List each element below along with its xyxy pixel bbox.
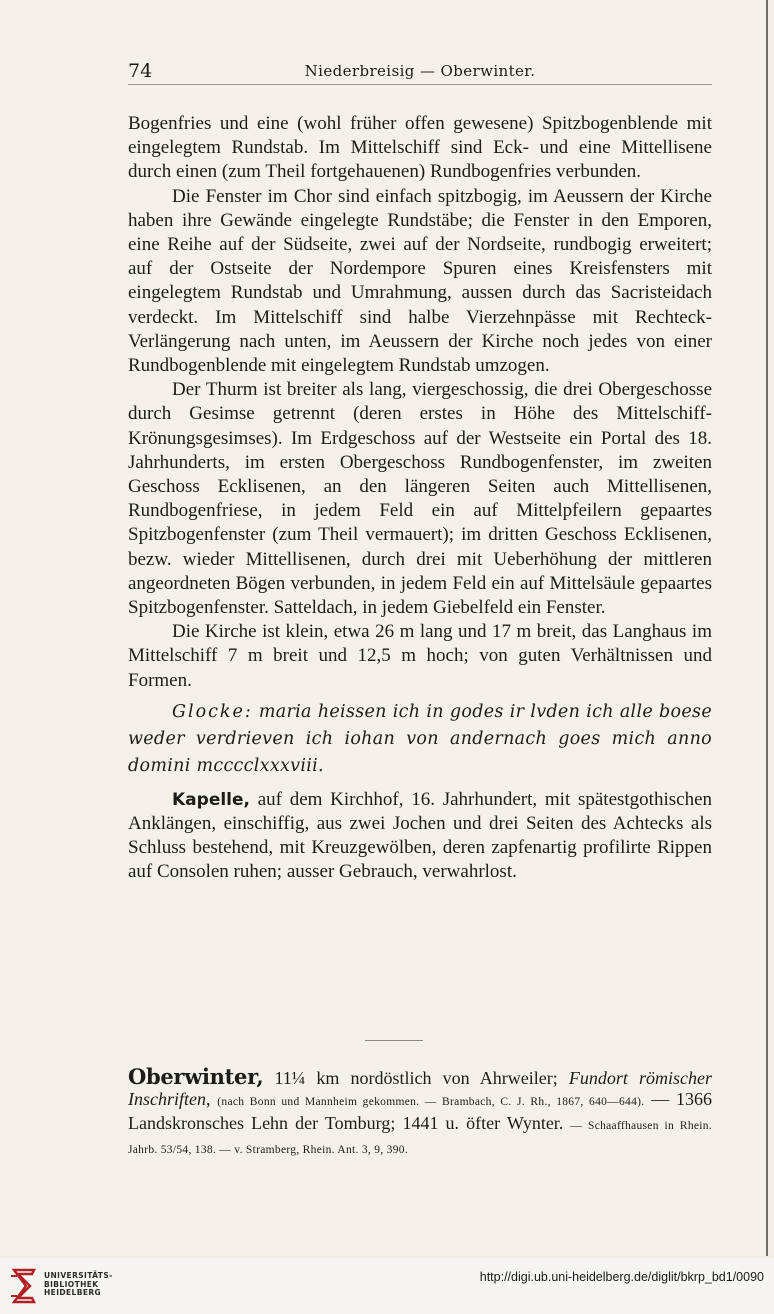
library-logo-text bbox=[44, 1272, 113, 1298]
page-header bbox=[128, 60, 712, 85]
paragraph-3: Der Thurm ist breiter als lang, viergeschossig, die drei Obergeschosse durch Gesimse getrennt (deren erstes in Höhe des Mittelschiff-Krönungsgesimses). Im Erdgeschoss auf der Westseite ein Portal des 18. Jahrhunderts, im ersten Obergeschoss Rundbogenfenster, im zweiten Geschoss Ecklisenen, an den längeren Seiten auch Mittellisenen, Rundbogenfriese, in jedem Feld ein auf Mittelpfeilern gepaartes Spitzbogenfenster (zum Theil vermauert); im dritten Geschoss Ecklisenen, bezw. wieder Mittellisenen, durch drei mit Ueberhöhung der mittleren angeordneten Bögen verbunden, in jedem Feld ein auf Mittelsäule gepaartes Spitzbogenfenster. Satteldach, in jedem Giebelfeld ein Fenster. bbox=[128, 379, 712, 619]
entry-history: — 1366 Landskronsches Lehn der Tomburg; 1441 u. öfter Wynter. bbox=[128, 1089, 713, 1133]
chapel-paragraph bbox=[128, 788, 712, 885]
library-logo-icon bbox=[8, 1266, 40, 1306]
oberwinter-entry bbox=[128, 1066, 712, 1161]
entry-distance: 11¼ km nordöstlich von Ahrweiler; bbox=[274, 1068, 558, 1088]
bell-label: Glocke: bbox=[172, 701, 253, 722]
logo-line-3: HEIDELBERG bbox=[44, 1288, 102, 1298]
main-text bbox=[128, 112, 712, 885]
bell-inscription bbox=[128, 699, 712, 780]
chapel-label: Kapelle, bbox=[172, 789, 250, 810]
page-number: 74 bbox=[128, 60, 153, 82]
entry-note-2: — Schaaffhausen in Rhein. Jahrb. 53/54, 138. — v. Stramberg, Rhein. Ant. 3, 9, 390. bbox=[128, 1120, 712, 1156]
bell-text: maria heissen ich in godes ir lvden ich alle boese weder verdrieven ich iohan von andernach goes mich anno domini mcccclxxxviii. bbox=[128, 701, 712, 776]
section-separator bbox=[365, 1040, 423, 1041]
paragraph-1: Bogenfries und eine (wohl früher offen gewesene) Spitzbogenblende mit eingelegtem Rundstab. Im Mittelschiff sind Eck- und eine Mittellisene durch einen (zum Theil fortgehauenen) Rundbogenfries verbunden. bbox=[128, 113, 712, 183]
source-url[interactable]: http://digi.ub.uni-heidelberg.de/diglit/bkrp_bd1/0090 bbox=[479, 1270, 764, 1284]
logo-line-2: BIBLIOTHEK bbox=[44, 1279, 99, 1289]
entry-heading: Oberwinter, bbox=[128, 1064, 264, 1089]
logo-line-1: UNIVERSITÄTS- bbox=[44, 1271, 113, 1280]
running-title: Niederbreisig — Oberwinter. bbox=[304, 62, 536, 80]
footer-bar bbox=[0, 1258, 774, 1314]
chapel-text: auf dem Kirchhof, 16. Jahrhundert, mit spätestgothischen Anklängen, einschiffig, aus zwei Jochen und drei Seiten des Achtecks als Schluss bestehend, mit Kreuzgewölben, deren zapfenartig profilirte Rippen auf Consolen ruhen; ausser Gebrauch, verwahrlost. bbox=[128, 788, 712, 883]
entry-note-1: (nach Bonn und Mannheim gekommen. — Brambach, C. J. Rh., 1867, 640—644). bbox=[217, 1096, 645, 1108]
paragraph-2: Die Fenster im Chor sind einfach spitzbogig, im Aeussern der Kirche haben ihre Gewände eingelegte Rundstäbe; die Fenster in den Emporen, eine Reihe auf der Südseite, zwei auf der Nordseite, rundbogig erweitert; auf der Ostseite der Nordempore Spuren eines Kreisfensters mit eingelegtem Rundstab und Umrahmung, aussen durch das Sacristeidach verdeckt. Im Mittelschiff sind halbe Vierzehnpässe mit Rechteck-Verlängerung nach unten, im Aeussern der Kirche noch jedes von einer Rundbogenblende mit eingelegtem Rundstab umzogen. bbox=[128, 185, 712, 377]
entry-fundort: Fundort römischer Inschriften, bbox=[128, 1068, 712, 1109]
paragraph-4: Die Kirche ist klein, etwa 26 m lang und 17 m breit, das Langhaus im Mittelschiff 7 m breit und 12,5 m hoch; von guten Verhältnissen und Formen. bbox=[128, 621, 712, 691]
